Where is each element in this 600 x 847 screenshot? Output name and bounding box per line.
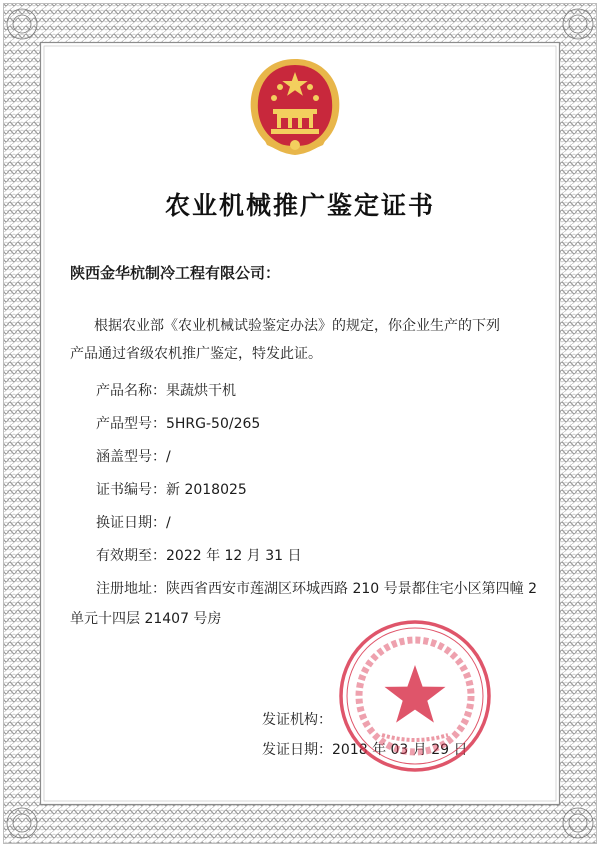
body-paragraph-line-2: 产品通过省级农机推广鉴定，特发此证。 bbox=[70, 346, 322, 362]
certificate-number-field: 证书编号：新 2018025 bbox=[96, 482, 247, 498]
product-model-field: 产品型号：5HRG-50/265 bbox=[96, 416, 261, 432]
national-emblem-icon bbox=[245, 55, 345, 160]
issue-date: 发证日期：2018 年 03 月 29 日 bbox=[262, 742, 468, 758]
registered-address-continued: 单元十四层 21407 号房 bbox=[70, 611, 222, 627]
certificate-title: 农业机械推广鉴定证书 bbox=[164, 191, 435, 220]
body-paragraph-line-1: 根据农业部《农业机械试验鉴定办法》的规定，你企业生产的下列 bbox=[94, 318, 500, 334]
product-name-field: 产品名称：果蔬烘干机 bbox=[96, 383, 236, 399]
valid-until-field: 有效期至：2022 年 12 月 31 日 bbox=[96, 548, 302, 564]
official-seal-icon bbox=[336, 617, 494, 775]
registered-address-field: 注册地址：陕西省西安市莲湖区环城西路 210 号景都住宅小区第四幢 2 bbox=[96, 581, 537, 597]
issuing-authority-label: 发证机构： bbox=[262, 712, 332, 728]
addressee: 陕西金华杭制冷工程有限公司： bbox=[70, 264, 281, 282]
covered-models-field: 涵盖型号：/ bbox=[96, 449, 171, 465]
renewal-date-field: 换证日期：/ bbox=[96, 515, 171, 531]
